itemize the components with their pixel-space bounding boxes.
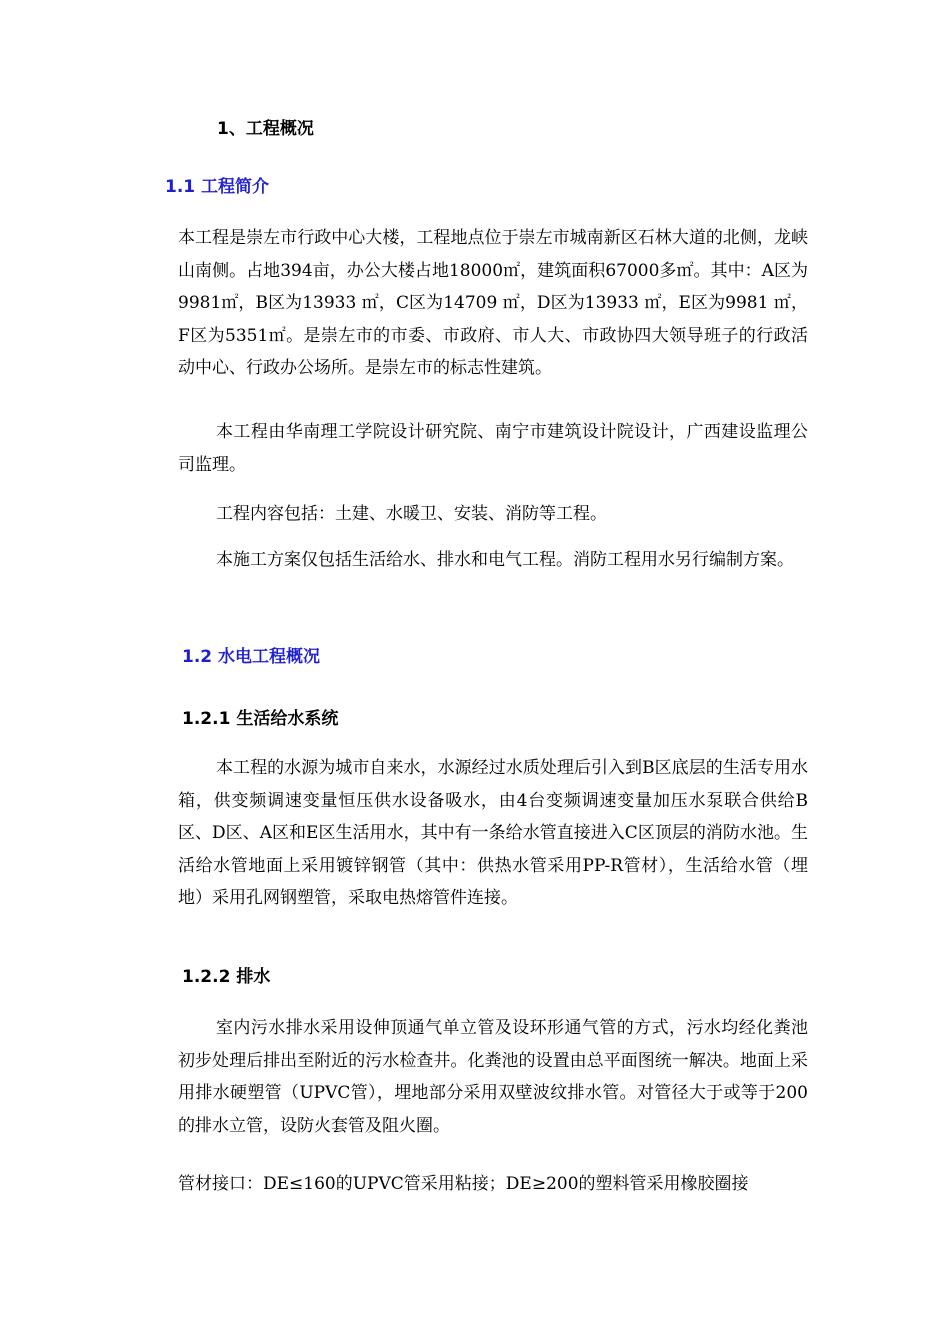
section-heading-1-1: 1.1 工程简介 [165,177,270,197]
paragraph-drainage: 室内污水排水采用设伸顶通气单立管及设环形通气管的方式，污水均经化粪池初步处理后排出至附近的污水检查井。化粪池的设置由总平面图统一解决。地面上采用排水硬塑管（UPVC管），埋地部分采用双壁波纹排水管。对管径大于或等于200的排水立管，设防火套管及阻火圈。 [178,1018,808,1136]
section-heading-1-2: 1.2 水电工程概况 [182,647,321,667]
subsection-heading-1-2-1: 1.2.1 生活给水系统 [182,709,339,729]
paragraph-pipe-joints: 管材接口：DE≤160的UPVC管采用粘接；DE≥200的塑料管采用橡胶圈接 [178,1174,749,1194]
chapter-title: 1、工程概况 [217,119,314,139]
paragraph-water-supply: 本工程的水源为城市自来水，水源经过水质处理后引入到B区底层的生活专用水箱，供变频调速变量恒压供水设备吸水，由4台变频调速变量加压水泵联合供给B区、D区、A区和E区生活用水，其中有一条给水管直接进入C区顶层的消防水池。生活给水管地面上采用镀锌钢管（其中：供热水管采用PP-R管材），生活给水管（埋地）采用孔网钢塑管，采取电热熔管件连接。 [178,758,808,908]
paragraph-project-content: 工程内容包括：土建、水暖卫、安装、消防等工程。 [216,504,607,524]
subsection-heading-1-2-2: 1.2.2 排水 [182,967,271,987]
paragraph-plan-scope: 本施工方案仅包括生活给水、排水和电气工程。消防工程用水另行编制方案。 [216,550,794,570]
paragraph-project-intro: 本工程是崇左市行政中心大楼，工程地点位于崇左市城南新区石林大道的北侧，龙峡山南侧。占地394亩，办公大楼占地18000㎡，建筑面积67000多㎡。其中：A区为9981㎡，B区为13933 ㎡，C区为14709 ㎡，D区为13933 ㎡，E区为9981 ㎡，F区为5351㎡。是崇左市的市委、市政府、市人大、市政协四大领导班子的行政活动中心、行政办公场所。是崇左市的标志性建筑。 [178,228,808,378]
paragraph-design-units: 本工程由华南理工学院设计研究院、南宁市建筑设计院设计，广西建设监理公司监理。 [178,422,808,475]
